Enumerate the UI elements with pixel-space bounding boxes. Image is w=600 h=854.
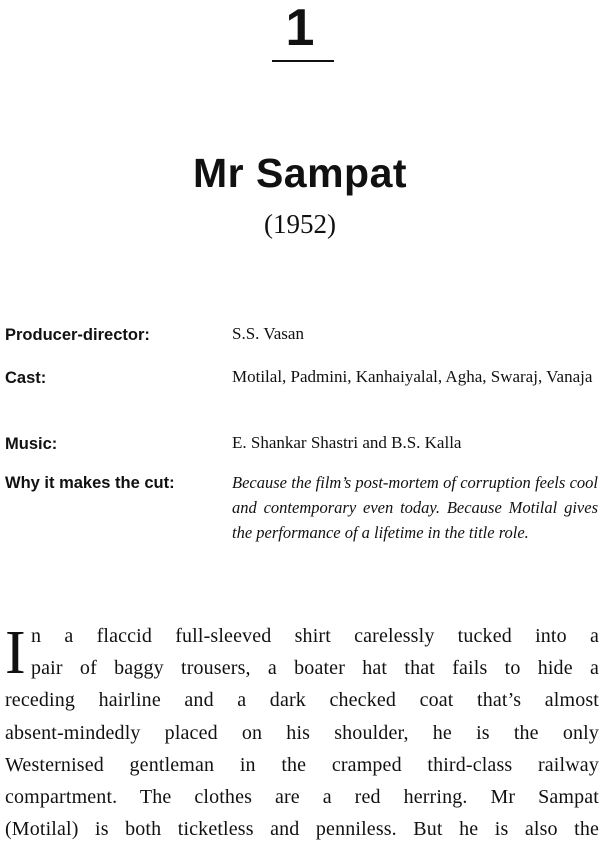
body-line: absent-mindedly placed on his shoulder, he is the only <box>5 721 599 744</box>
chapter-number: 1 <box>285 0 315 57</box>
body-line: (Motilal) is both ticketless and penniless. But he is also the <box>5 818 599 841</box>
info-value: Because the film’s post-mortem of corruption feels cool and contemporary even today. Because Motilal gives the performance of a lifetime in the title role. <box>232 473 598 542</box>
chapter-rule <box>272 60 334 62</box>
info-value: S.S. Vasan <box>232 324 304 343</box>
info-value: E. Shankar Shastri and B.S. Kalla <box>232 433 462 452</box>
info-label: Cast: <box>5 369 47 387</box>
info-label: Producer-director: <box>5 326 150 344</box>
film-title: Mr Sampat <box>192 150 408 196</box>
body-line: receding hairline and a dark checked coat that’s almost <box>5 689 599 712</box>
body-text <box>5 620 599 845</box>
body-line: Westernised gentleman in the cramped third-class railway <box>5 753 599 776</box>
info-value: Motilal, Padmini, Kanhaiyalal, Agha, Swaraj, Vanaja <box>232 367 593 386</box>
info-label: Music: <box>5 435 58 453</box>
info-label: Why it makes the cut: <box>5 474 175 492</box>
drop-cap: I <box>5 619 26 687</box>
film-year: (1952) <box>264 209 336 239</box>
body-line: n a flaccid full-sleeved shirt carelessly tucked into a <box>31 625 599 647</box>
body-line: compartment. The clothes are a red herring. Mr Sampat <box>5 785 599 808</box>
body-line: pair of baggy trousers, a boater hat that fails to hide a <box>31 657 599 680</box>
